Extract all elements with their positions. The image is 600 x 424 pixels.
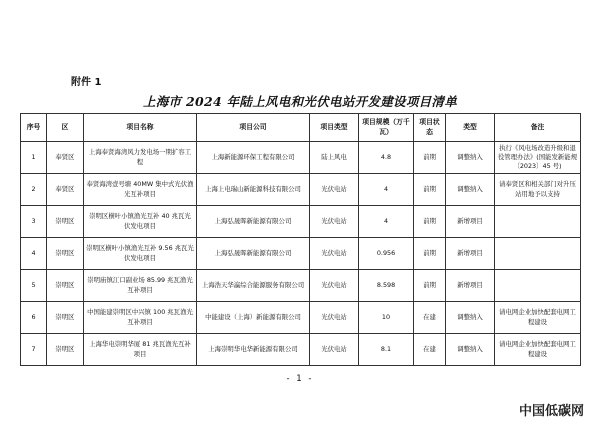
cell-capacity: 4.8 (359, 142, 414, 174)
cell-category: 新增项目 (446, 206, 495, 238)
table-row (21, 142, 581, 174)
cell-remarks: 执行《风电场改造升级和退役管理办法》(国能发新能规〔2023〕45 号) (495, 142, 581, 174)
cell-remarks: 请奉贤区和相关部门对升压站用地予以支持 (495, 174, 581, 206)
cell-district: 崇明区 (47, 270, 84, 302)
table-header-row (21, 114, 581, 142)
cell-capacity: 10 (359, 302, 414, 334)
cell-status: 在建 (414, 334, 446, 366)
cell-category: 调整纳入 (446, 142, 495, 174)
cell-district: 奉贤区 (47, 142, 84, 174)
cell-category: 新增项目 (446, 270, 495, 302)
cell-project-type: 陆上风电 (310, 142, 359, 174)
cell-project-type: 光伏电站 (310, 334, 359, 366)
cell-company: 上海崇明华电华新能源有限公司 (197, 334, 310, 366)
cell-remarks (495, 206, 581, 238)
cell-name: 崇明庙镇江口副业场 85.99 兆瓦渔光互补项目 (84, 270, 197, 302)
header-name: 项目名称 (84, 114, 197, 142)
header-company: 项目公司 (197, 114, 310, 142)
cell-company: 中能建设（上海）新能源有限公司 (197, 302, 310, 334)
cell-project-type: 光伏电站 (310, 302, 359, 334)
table-row (21, 206, 581, 238)
cell-name: 中国能建崇明区中兴镇 100 兆瓦渔光互补项目 (84, 302, 197, 334)
table-row (21, 302, 581, 334)
cell-name: 上海奉贤海湾风力发电场一期扩容工程 (84, 142, 197, 174)
cell-remarks (495, 238, 581, 270)
header-seq: 序号 (21, 114, 47, 142)
table-row (21, 174, 581, 206)
cell-seq: 4 (21, 238, 47, 270)
cell-project-type: 光伏电站 (310, 174, 359, 206)
cell-company: 上海上电瑞山新能源科技有限公司 (197, 174, 310, 206)
cell-status: 前期 (414, 270, 446, 302)
cell-capacity: 0.956 (359, 238, 414, 270)
cell-seq: 6 (21, 302, 47, 334)
cell-category: 调整纳入 (446, 302, 495, 334)
cell-project-type: 光伏电站 (310, 206, 359, 238)
document-title: 上海市 2024 年陆上风电和光伏电站开发建设项目清单 (142, 94, 458, 109)
cell-status: 前期 (414, 142, 446, 174)
cell-status: 在建 (414, 302, 446, 334)
cell-seq: 5 (21, 270, 47, 302)
page-number: - 1 - (286, 374, 314, 384)
cell-name: 崇明区横叶小镇渔光互补 9.56 兆瓦光伏发电项目 (84, 238, 197, 270)
cell-district: 奉贤区 (47, 174, 84, 206)
header-status: 项目状态 (414, 114, 446, 142)
cell-category: 调整纳入 (446, 174, 495, 206)
cell-capacity: 4 (359, 174, 414, 206)
cell-district: 崇明区 (47, 206, 84, 238)
cell-district: 崇明区 (47, 238, 84, 270)
header-district: 区 (47, 114, 84, 142)
cell-seq: 2 (21, 174, 47, 206)
cell-company: 上海浩天华瀛综合能源服务有限公司 (197, 270, 310, 302)
header-capacity: 项目规模（万千瓦） (359, 114, 414, 142)
cell-district: 崇明区 (47, 302, 84, 334)
cell-name: 崇明区横叶小镇渔光互补 40 兆瓦光伏发电项目 (84, 206, 197, 238)
cell-capacity: 8.598 (359, 270, 414, 302)
project-list-table (20, 113, 581, 366)
cell-seq: 3 (21, 206, 47, 238)
cell-name: 奉贤海湾壹号塘 40MW 集中式光伏渔光互补项目 (84, 174, 197, 206)
cell-capacity: 4 (359, 206, 414, 238)
cell-status: 前期 (414, 238, 446, 270)
cell-remarks: 请电网企业加快配套电网工程建设 (495, 302, 581, 334)
header-project-type: 项目类型 (310, 114, 359, 142)
watermark-text: 中国低碳网 (518, 404, 584, 419)
cell-capacity: 8.1 (359, 334, 414, 366)
cell-company: 上海弘晟晖新能源有限公司 (197, 238, 310, 270)
cell-seq: 7 (21, 334, 47, 366)
cell-remarks (495, 270, 581, 302)
cell-name: 上海华电崇明华厦 81 兆瓦渔光互补项目 (84, 334, 197, 366)
cell-company: 上海弘晟晖新能源有限公司 (197, 206, 310, 238)
table-row (21, 334, 581, 366)
cell-remarks: 请电网企业加快配套电网工程建设 (495, 334, 581, 366)
table-row (21, 238, 581, 270)
cell-project-type: 光伏电站 (310, 238, 359, 270)
cell-seq: 1 (21, 142, 47, 174)
cell-status: 前期 (414, 174, 446, 206)
header-remarks: 备注 (495, 114, 581, 142)
header-category: 类型 (446, 114, 495, 142)
cell-project-type: 光伏电站 (310, 270, 359, 302)
table-row (21, 270, 581, 302)
cell-status: 前期 (414, 206, 446, 238)
cell-district: 崇明区 (47, 334, 84, 366)
annex-label: 附件 1 (71, 77, 102, 88)
cell-category: 新增项目 (446, 238, 495, 270)
cell-company: 上海新能源环保工程有限公司 (197, 142, 310, 174)
cell-category: 调整纳入 (446, 334, 495, 366)
